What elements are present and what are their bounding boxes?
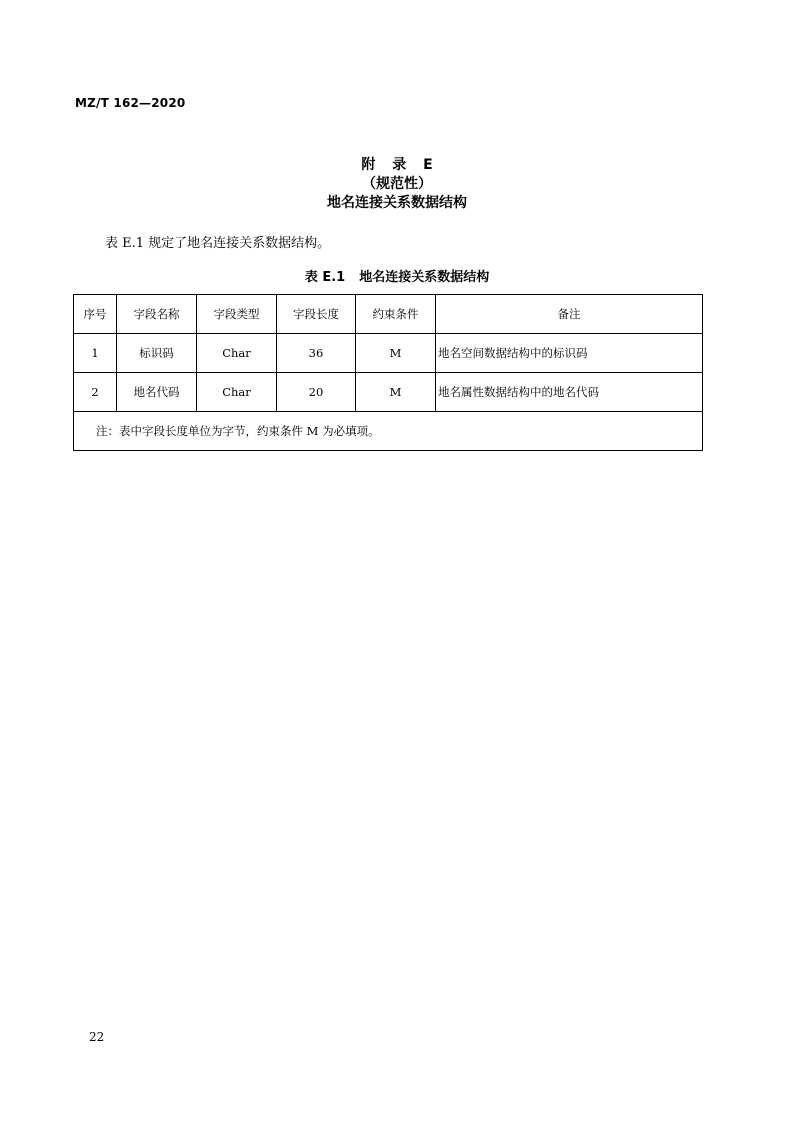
table-row	[74, 373, 703, 412]
table-caption-title: 地名连接关系数据结构	[359, 270, 490, 285]
table-cell: Char	[197, 334, 277, 373]
appendix-title: 地名连接关系数据结构	[327, 195, 467, 211]
column-header: 字段名称	[117, 295, 197, 334]
table-cell: 1	[74, 334, 117, 373]
column-header: 约束条件	[356, 295, 436, 334]
table-cell: Char	[197, 373, 277, 412]
table-cell: 20	[277, 373, 356, 412]
table-cell: M	[356, 373, 436, 412]
page-number: 22	[89, 1030, 105, 1044]
column-header: 字段长度	[277, 295, 356, 334]
data-structure-table	[73, 294, 703, 451]
table-row	[74, 334, 703, 373]
appendix-nature: （规范性）	[362, 176, 432, 192]
table-caption	[0, 266, 794, 285]
table-cell: 标识码	[117, 334, 197, 373]
table-cell: 2	[74, 373, 117, 412]
table-cell: M	[356, 334, 436, 373]
column-header: 序号	[74, 295, 117, 334]
appendix-heading	[0, 156, 794, 213]
column-header: 备注	[436, 295, 703, 334]
table-header-row	[74, 295, 703, 334]
table-note-row	[74, 412, 703, 451]
appendix-label: 附 录 E	[361, 157, 439, 173]
column-header: 字段类型	[197, 295, 277, 334]
table-cell: 地名空间数据结构中的标识码	[436, 334, 703, 373]
intro-paragraph: 表 E.1 规定了地名连接关系数据结构。	[105, 236, 331, 251]
table-caption-number: 表 E.1	[304, 270, 346, 285]
table-cell: 地名代码	[117, 373, 197, 412]
table-cell: 36	[277, 334, 356, 373]
table-note: 注：表中字段长度单位为字节，约束条件 M 为必填项。	[74, 412, 703, 451]
standard-code: MZ/T 162—2020	[75, 96, 186, 110]
table-cell: 地名属性数据结构中的地名代码	[436, 373, 703, 412]
